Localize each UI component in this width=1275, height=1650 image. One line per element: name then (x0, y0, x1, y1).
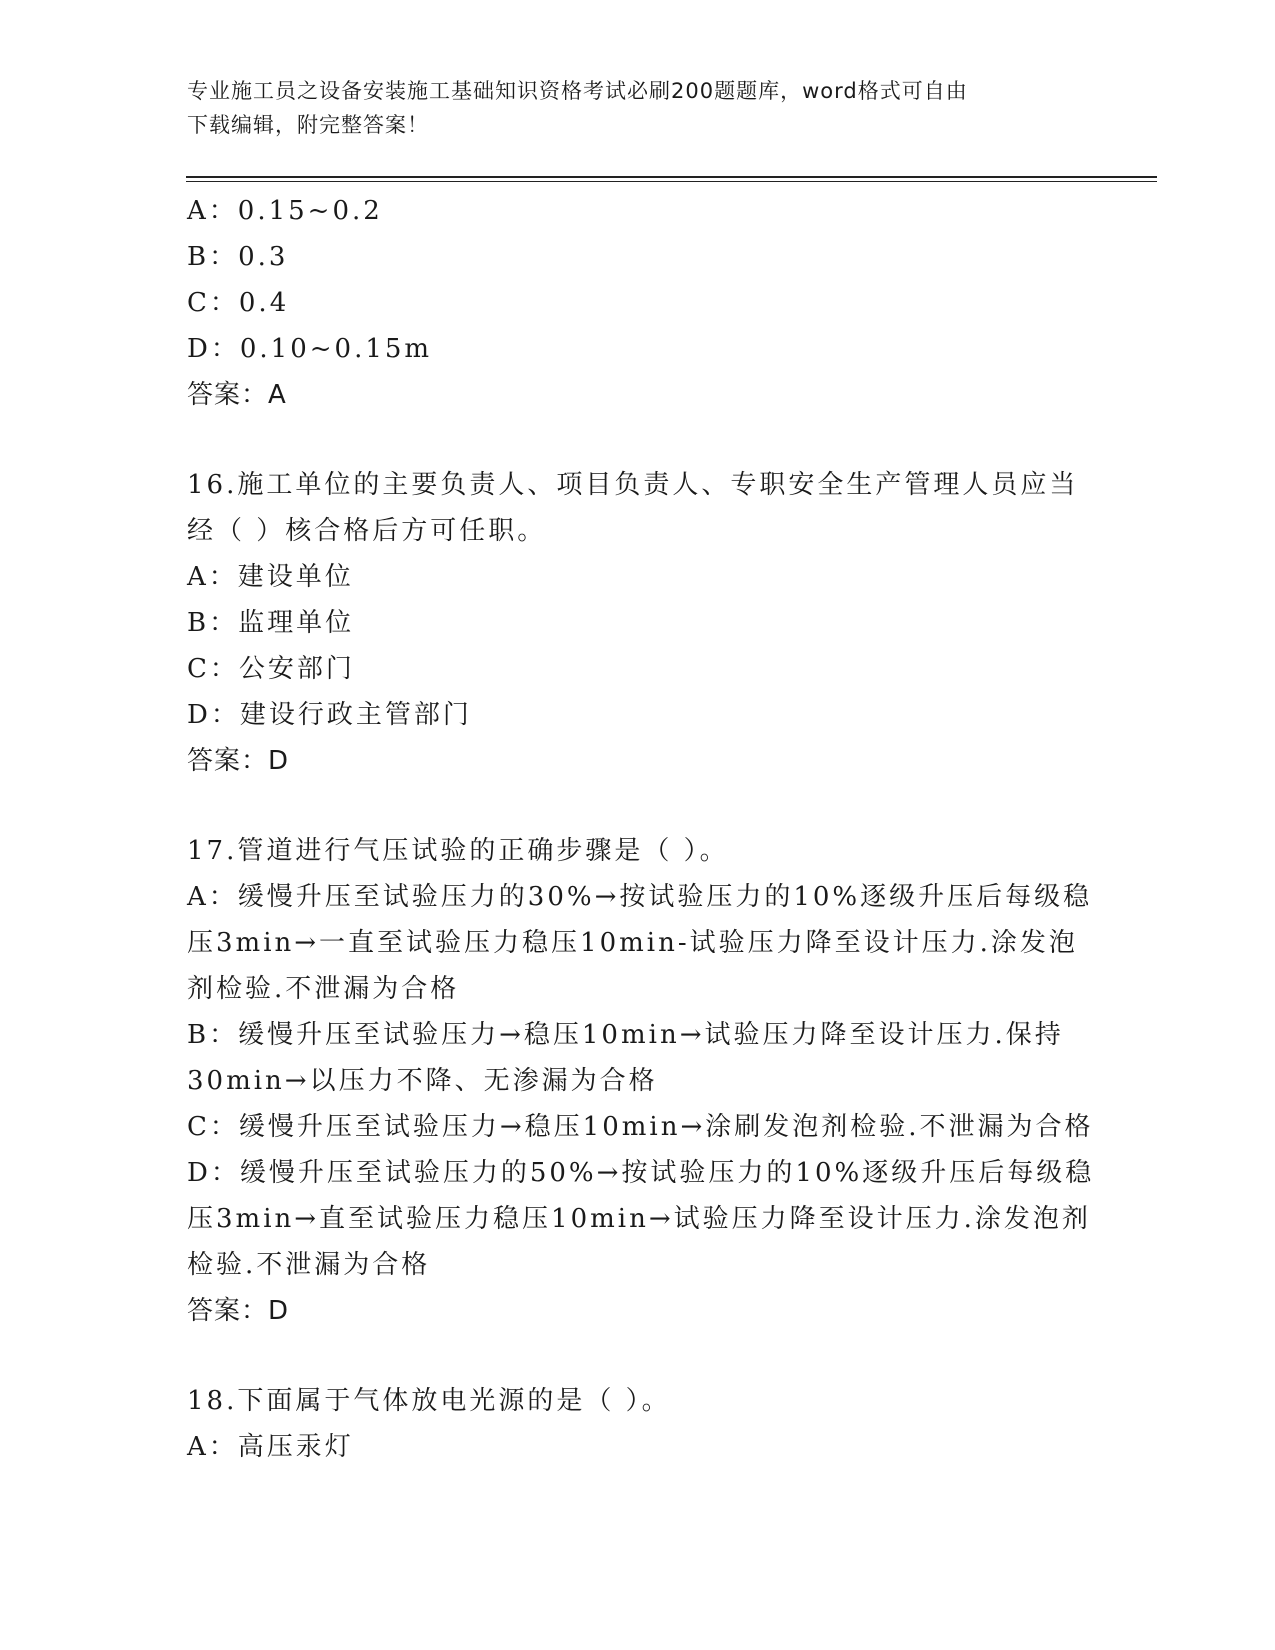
header-line-2: 下载编辑，附完整答案！ (187, 113, 429, 137)
q16-option-c: C：公安部门 (187, 654, 355, 684)
q15-answer: 答案：A (187, 380, 287, 410)
q16-option-d: D：建设行政主管部门 (187, 700, 472, 730)
q16-stem-line-1: 16.施工单位的主要负责人、项目负责人、专职安全生产管理人员应当 (187, 470, 1079, 500)
q18-option-a: A：高压汞灯 (187, 1432, 354, 1462)
q18-stem: 18.下面属于气体放电光源的是（ ）。 (187, 1386, 671, 1416)
q17-option-c: C：缓慢升压至试验压力→稳压10min→涂刷发泡剂检验.不泄漏为合格 (187, 1112, 1094, 1142)
spacer (187, 784, 1087, 828)
question-18 (187, 1378, 1087, 1470)
question-16 (187, 462, 1087, 784)
q15-option-a: A：0.15~0.2 (187, 196, 383, 226)
q17-option-d-line-2: 压3min→直至试验压力稳压10min→试验压力降至设计压力.涂发泡剂 (187, 1204, 1091, 1234)
q16-stem-line-2: 经（ ）核合格后方可任职。 (187, 516, 547, 546)
q16-option-a: A：建设单位 (187, 562, 354, 592)
q17-answer: 答案：D (187, 1296, 290, 1326)
document-header (187, 74, 1087, 142)
header-line-1: 专业施工员之设备安装施工基础知识资格考试必刷200题题库，word格式可自由 (187, 79, 968, 103)
q17-option-d-line-1: D：缓慢升压至试验压力的50%→按试验压力的10%逐级升压后每级稳 (187, 1158, 1095, 1188)
q15-option-d: D：0.10~0.15m (187, 334, 433, 364)
q15-option-c: C：0.4 (187, 288, 290, 318)
q15-option-b: B：0.3 (187, 242, 289, 272)
q17-option-b-line-2: 30min→以压力不降、无渗漏为合格 (187, 1066, 658, 1096)
q17-option-a-line-2: 压3min→一直至试验压力稳压10min-试验压力降至设计压力.涂发泡 (187, 928, 1078, 958)
q17-stem: 17.管道进行气压试验的正确步骤是（ ）。 (187, 836, 729, 866)
header-rule-thin (186, 181, 1157, 182)
q17-option-a-line-1: A：缓慢升压至试验压力的30%→按试验压力的10%逐级升压后每级稳 (187, 882, 1093, 912)
q16-option-b: B：监理单位 (187, 608, 355, 638)
question-15 (187, 188, 1087, 418)
header-rule-thick (186, 176, 1157, 178)
q17-option-d-line-3: 检验.不泄漏为合格 (187, 1250, 431, 1280)
spacer (187, 418, 1087, 462)
question-list (187, 188, 1095, 1470)
q17-option-b-line-1: B：缓慢升压至试验压力→稳压10min→试验压力降至设计压力.保持 (187, 1020, 1064, 1050)
spacer (187, 1334, 1087, 1378)
question-17 (187, 828, 1095, 1334)
q17-option-a-line-3: 剂检验.不泄漏为合格 (187, 974, 460, 1004)
q16-answer: 答案：D (187, 746, 290, 776)
